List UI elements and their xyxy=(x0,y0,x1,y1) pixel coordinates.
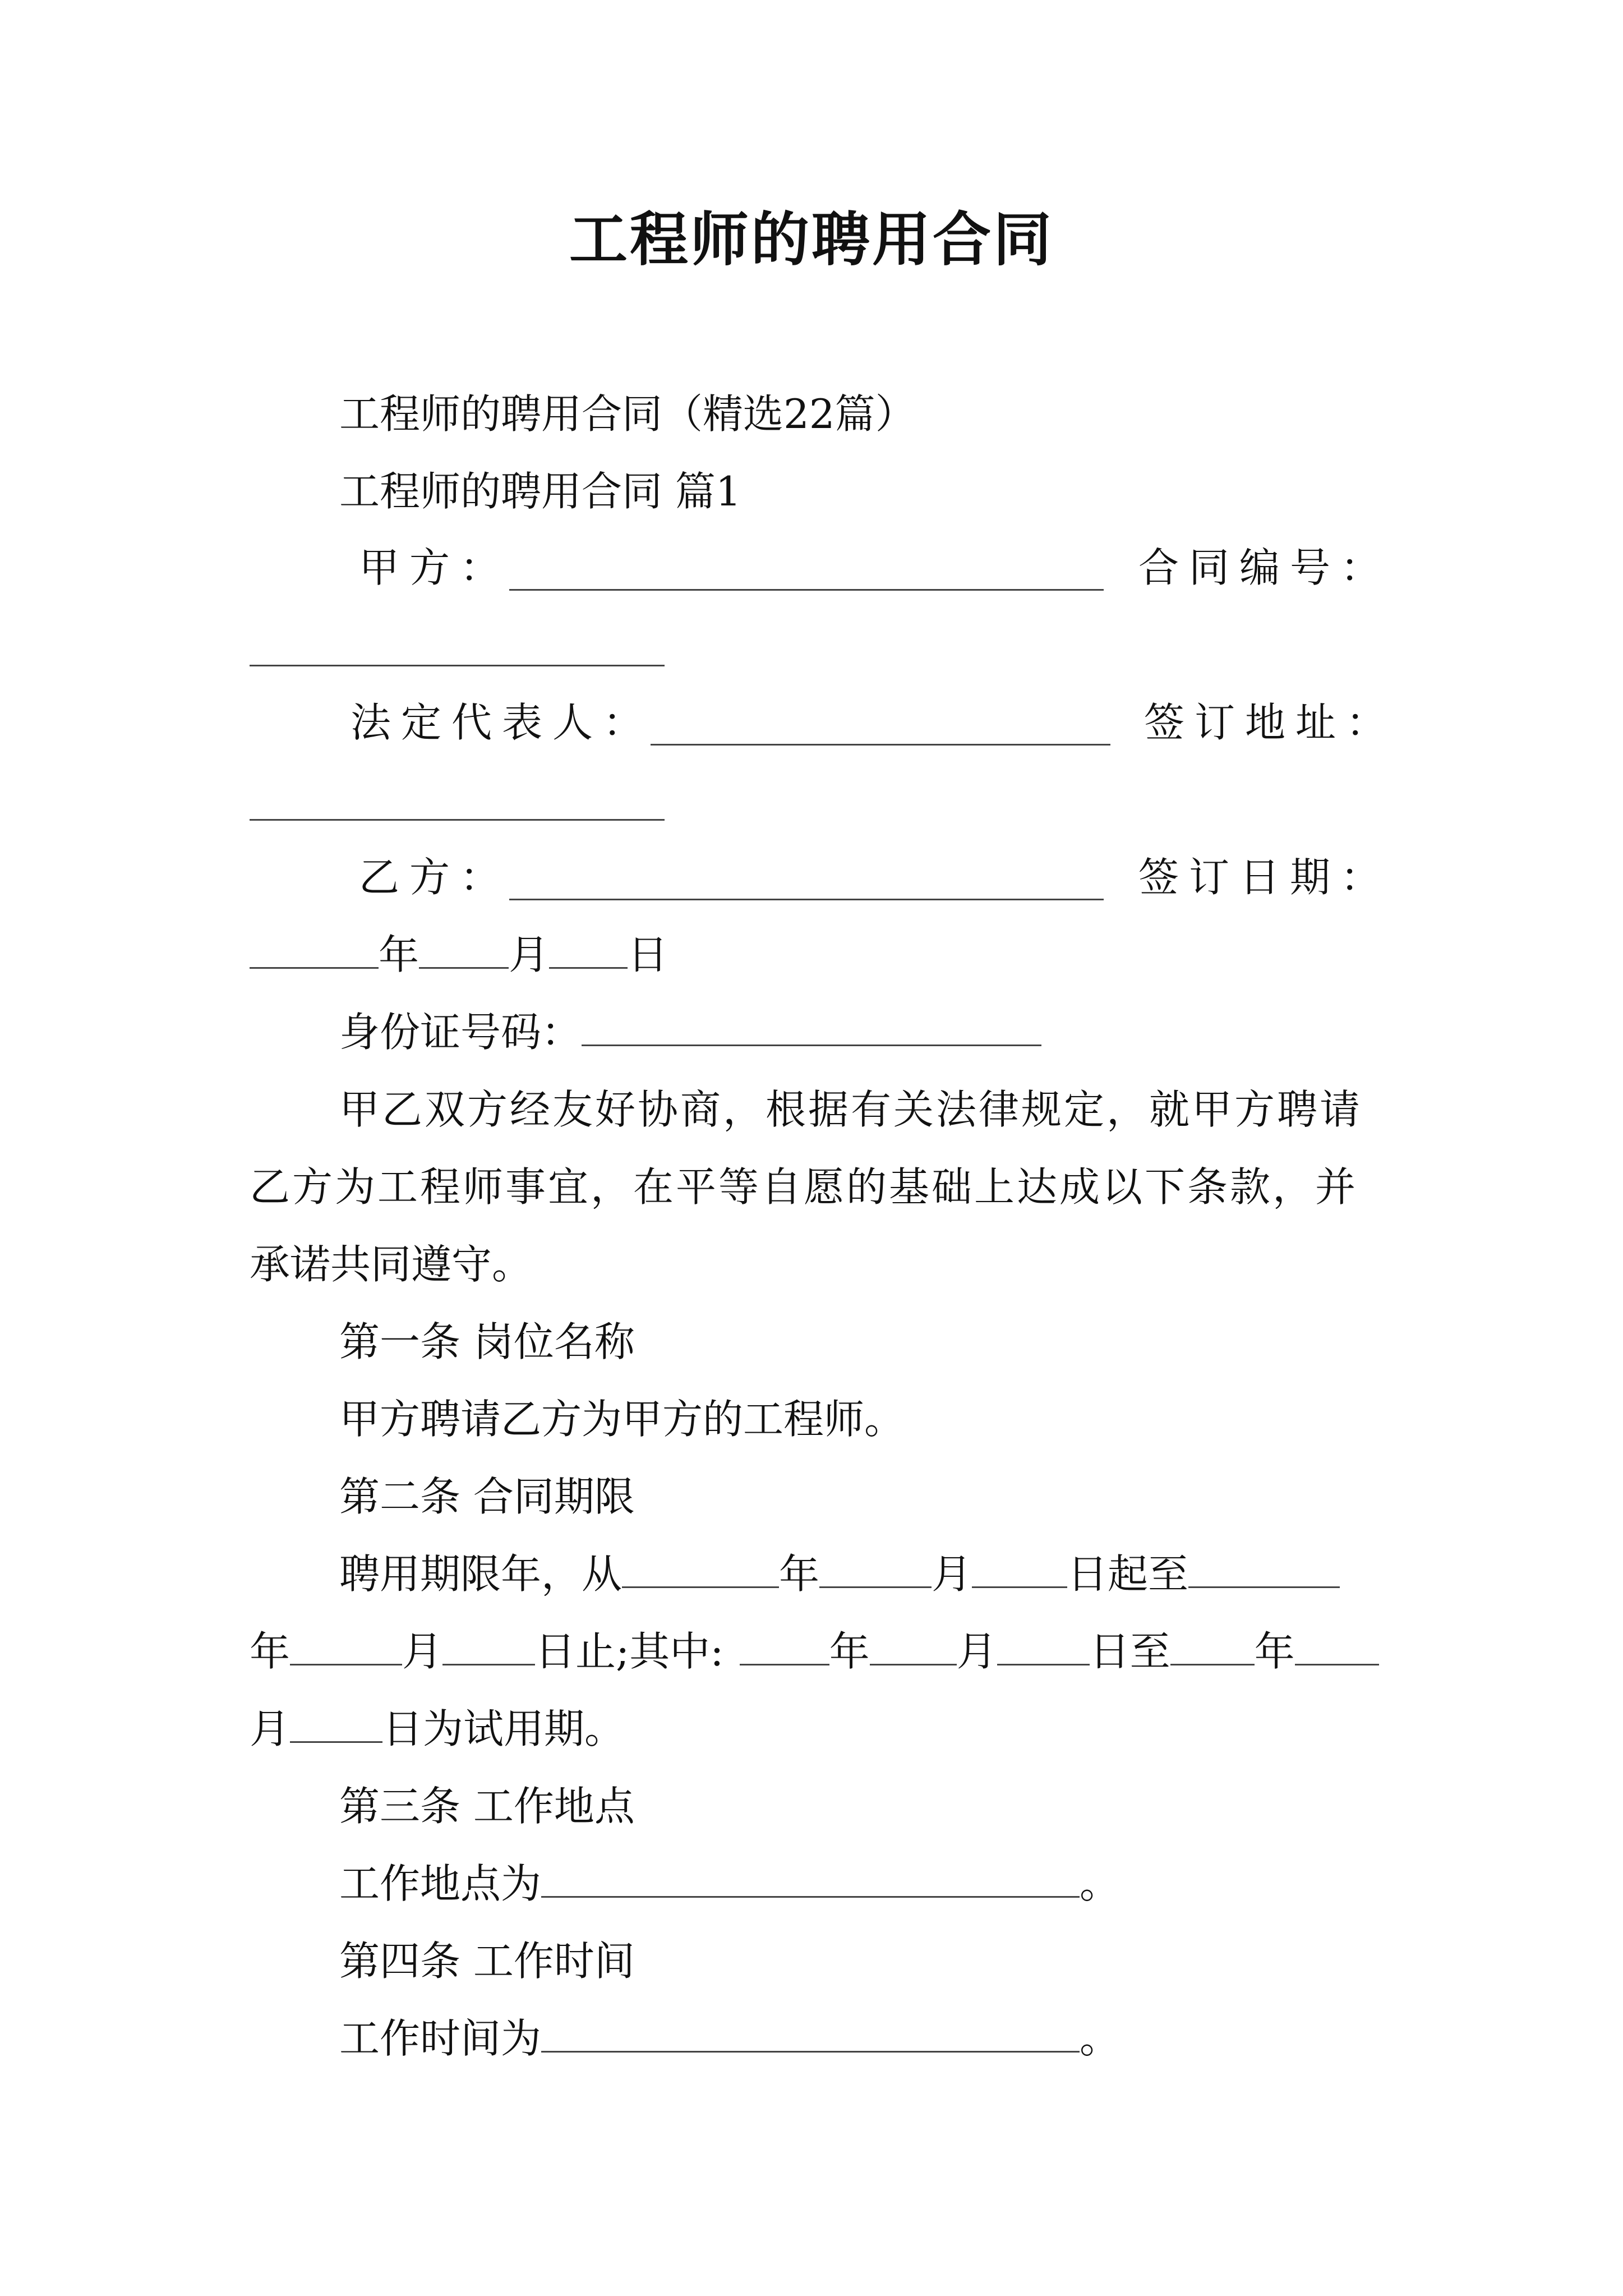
clause3-text: 工作地点为 xyxy=(339,1860,542,1907)
clause1-heading: 第一条 岗位名称 xyxy=(339,1318,635,1365)
clause2-line-1 xyxy=(339,1546,1340,1602)
sign-year-blank[interactable] xyxy=(250,933,379,969)
sign-day-label: 日 xyxy=(628,931,668,978)
intro-line-2: 乙方为工程师事宜，在平等自愿的基础上达成以下条款，并 xyxy=(250,1163,1358,1211)
end-year-blank[interactable] xyxy=(1188,1553,1340,1588)
clause2-line-2 xyxy=(250,1623,1379,1680)
party-a-blank[interactable] xyxy=(509,555,1104,591)
trial-start-month-blank[interactable] xyxy=(870,1630,957,1665)
clause2-text-m: 日为试用期。 xyxy=(382,1705,625,1752)
clause3-heading: 第三条 工作地点 xyxy=(339,1783,635,1830)
clause2-text-f: 月 xyxy=(402,1628,443,1675)
trial-start-year-blank[interactable] xyxy=(740,1630,829,1665)
sign-date-label: 签订日期： xyxy=(1138,854,1391,901)
party-a-label: 甲方： xyxy=(359,544,511,591)
trial-end-day-blank[interactable] xyxy=(290,1708,382,1743)
intro-line-3: 承诺共同遵守。 xyxy=(250,1241,533,1288)
sign-month-blank[interactable] xyxy=(419,933,509,969)
clause2-text-e: 年 xyxy=(250,1628,291,1675)
sign-month-label: 月 xyxy=(509,931,550,978)
clause2-text-i: 月 xyxy=(956,1628,997,1675)
clause4-line xyxy=(339,2010,1120,2067)
document-title: 工程师的聘用合同 xyxy=(569,205,1054,274)
sign-day-blank[interactable] xyxy=(549,933,628,969)
sign-date-line xyxy=(250,927,668,983)
clause2-text-j: 日至 xyxy=(1089,1628,1170,1675)
end-month-blank[interactable] xyxy=(290,1630,402,1665)
clause2-text-b: 年 xyxy=(779,1550,820,1598)
legal-rep-blank[interactable] xyxy=(651,710,1110,746)
clause2-line-3 xyxy=(250,1701,625,1757)
id-number-label: 身份证号码： xyxy=(339,1009,582,1056)
clause3-line xyxy=(339,1856,1120,1912)
clause1-text: 甲方聘请乙方为甲方的工程师。 xyxy=(339,1396,905,1443)
start-day-blank[interactable] xyxy=(972,1553,1067,1588)
intro-line-1: 甲乙双方经友好协商，根据有关法律规定，就甲方聘请 xyxy=(339,1086,1363,1133)
clause2-text-a: 聘用期限年，从 xyxy=(339,1550,623,1598)
clause4-period: 。 xyxy=(1080,2015,1121,2062)
clause4-text: 工作时间为 xyxy=(339,2015,542,2062)
party-b-label: 乙方： xyxy=(359,854,511,901)
party-b-blank[interactable] xyxy=(509,865,1104,900)
legal-rep-label: 法定代表人： xyxy=(351,699,654,746)
start-month-blank[interactable] xyxy=(819,1553,932,1588)
subtitle: 工程师的聘用合同（精选22篇） xyxy=(339,390,916,438)
clause4-heading: 第四条 工作时间 xyxy=(339,1938,635,1985)
sign-address-label: 签订地址： xyxy=(1144,699,1397,746)
clause3-period: 。 xyxy=(1080,1860,1121,1907)
contract-no-label: 合同编号： xyxy=(1138,544,1391,591)
id-number-blank[interactable] xyxy=(582,1011,1041,1046)
clause2-heading: 第二条 合同期限 xyxy=(339,1473,635,1520)
clause2-text-c: 月 xyxy=(932,1550,972,1598)
sign-address-blank[interactable] xyxy=(250,785,665,821)
clause2-text-l: 月 xyxy=(250,1705,291,1752)
clause2-text-g: 日止;其中: xyxy=(535,1628,724,1675)
sign-year-label: 年 xyxy=(379,931,419,978)
clause2-text-d: 日起至 xyxy=(1067,1550,1189,1598)
clause2-text-k: 年 xyxy=(1254,1628,1295,1675)
work-time-blank[interactable] xyxy=(541,2017,1080,2053)
end-day-blank[interactable] xyxy=(442,1630,535,1665)
id-number-line xyxy=(339,1004,1041,1060)
article-heading: 工程师的聘用合同 篇1 xyxy=(339,468,741,515)
contract-no-blank[interactable] xyxy=(250,631,665,666)
trial-start-day-blank[interactable] xyxy=(997,1630,1090,1665)
work-location-blank[interactable] xyxy=(541,1862,1080,1898)
start-year-blank[interactable] xyxy=(622,1553,779,1588)
clause2-text-h: 年 xyxy=(829,1628,870,1675)
trial-end-year-blank[interactable] xyxy=(1170,1630,1255,1665)
trial-end-month-blank[interactable] xyxy=(1295,1630,1379,1665)
